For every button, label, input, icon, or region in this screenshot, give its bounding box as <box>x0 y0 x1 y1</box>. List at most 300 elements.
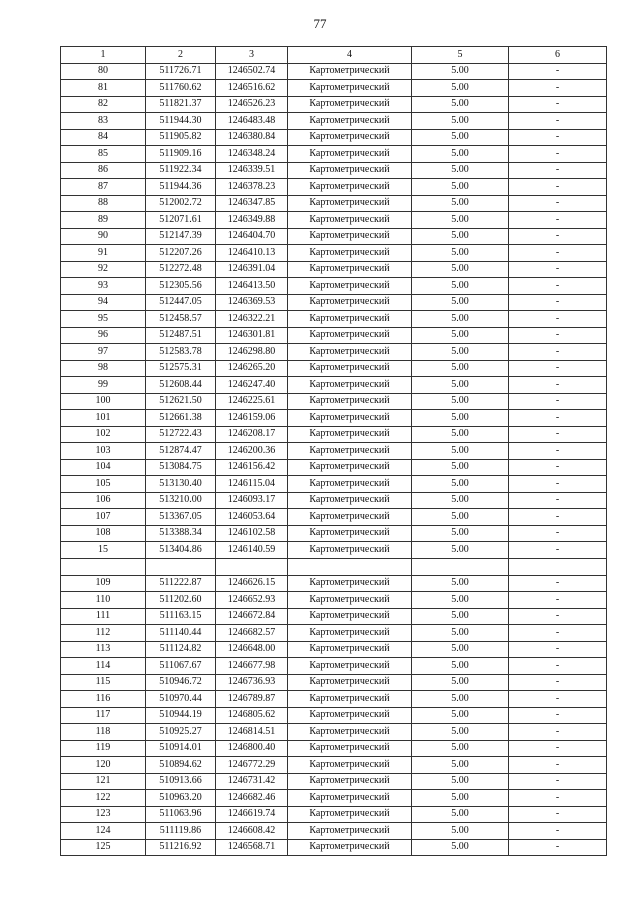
method-cell: Картометрический <box>288 327 412 344</box>
y-coordinate-cell: 1246682.57 <box>216 625 288 642</box>
accuracy-cell: 5.00 <box>412 212 509 229</box>
accuracy-cell: 5.00 <box>412 525 509 542</box>
accuracy-cell: 5.00 <box>412 592 509 609</box>
table-row <box>61 790 607 807</box>
point-number-cell: 108 <box>61 525 146 542</box>
note-cell: - <box>509 773 607 790</box>
point-number-cell: 109 <box>61 575 146 592</box>
method-cell: Картометрический <box>288 129 412 146</box>
accuracy-cell: 5.00 <box>412 294 509 311</box>
method-cell: Картометрический <box>288 509 412 526</box>
y-coordinate-cell: 1246772.29 <box>216 757 288 774</box>
method-cell: Картометрический <box>288 261 412 278</box>
method-cell: Картометрический <box>288 393 412 410</box>
x-coordinate-cell: 513388.34 <box>146 525 216 542</box>
point-number-cell: 99 <box>61 377 146 394</box>
x-coordinate-cell: 511821.37 <box>146 96 216 113</box>
note-cell: - <box>509 278 607 295</box>
accuracy-cell: 5.00 <box>412 641 509 658</box>
method-cell: Картометрический <box>288 377 412 394</box>
table-row <box>61 492 607 509</box>
note-cell: - <box>509 509 607 526</box>
point-number-cell: 119 <box>61 740 146 757</box>
point-number-cell: 90 <box>61 228 146 245</box>
method-cell: Картометрический <box>288 63 412 80</box>
accuracy-cell: 5.00 <box>412 658 509 675</box>
y-coordinate-cell: 1246814.51 <box>216 724 288 741</box>
x-coordinate-cell: 512447.05 <box>146 294 216 311</box>
accuracy-cell: 5.00 <box>412 459 509 476</box>
accuracy-cell: 5.00 <box>412 245 509 262</box>
point-number-cell: 80 <box>61 63 146 80</box>
table-row <box>61 641 607 658</box>
accuracy-cell: 5.00 <box>412 146 509 163</box>
y-coordinate-cell: 1246502.74 <box>216 63 288 80</box>
table-row <box>61 773 607 790</box>
y-coordinate-cell: 1246404.70 <box>216 228 288 245</box>
x-coordinate-cell: 512071.61 <box>146 212 216 229</box>
point-number-cell: 124 <box>61 823 146 840</box>
x-coordinate-cell: 510944.19 <box>146 707 216 724</box>
method-cell: Картометрический <box>288 608 412 625</box>
method-cell: Картометрический <box>288 625 412 642</box>
table-header <box>61 47 607 64</box>
point-number-cell: 107 <box>61 509 146 526</box>
table-row <box>61 179 607 196</box>
accuracy-cell: 5.00 <box>412 674 509 691</box>
table-row <box>61 575 607 592</box>
note-cell: - <box>509 542 607 559</box>
accuracy-cell: 5.00 <box>412 96 509 113</box>
table-row <box>61 757 607 774</box>
table-row <box>61 625 607 642</box>
table-row <box>61 311 607 328</box>
note-cell: - <box>509 691 607 708</box>
table-row <box>61 476 607 493</box>
accuracy-cell: 5.00 <box>412 179 509 196</box>
note-cell: - <box>509 228 607 245</box>
accuracy-cell: 5.00 <box>412 443 509 460</box>
method-cell: Картометрический <box>288 773 412 790</box>
note-cell: - <box>509 179 607 196</box>
x-coordinate-cell: 511760.62 <box>146 80 216 97</box>
method-cell: Картометрический <box>288 740 412 757</box>
note-cell: - <box>509 707 607 724</box>
y-coordinate-cell: 1246805.62 <box>216 707 288 724</box>
y-coordinate-cell: 1246339.51 <box>216 162 288 179</box>
note-cell: - <box>509 129 607 146</box>
point-number-cell: 84 <box>61 129 146 146</box>
point-number-cell: 110 <box>61 592 146 609</box>
x-coordinate-cell: 513084.75 <box>146 459 216 476</box>
x-coordinate-cell: 511909.16 <box>146 146 216 163</box>
x-coordinate-cell: 511726.71 <box>146 63 216 80</box>
x-coordinate-cell: 510946.72 <box>146 674 216 691</box>
y-coordinate-cell: 1246298.80 <box>216 344 288 361</box>
method-cell: Картометрический <box>288 410 412 427</box>
note-cell: - <box>509 327 607 344</box>
point-number-cell: 94 <box>61 294 146 311</box>
method-cell: Картометрический <box>288 278 412 295</box>
y-coordinate-cell: 1246159.06 <box>216 410 288 427</box>
x-coordinate-cell: 511202.60 <box>146 592 216 609</box>
header-cell-col-1: 1 <box>61 47 146 64</box>
table-body <box>61 63 607 856</box>
accuracy-cell: 5.00 <box>412 773 509 790</box>
method-cell: Картометрический <box>288 691 412 708</box>
method-cell: Картометрический <box>288 443 412 460</box>
header-cell-col-5: 5 <box>412 47 509 64</box>
point-number-cell: 114 <box>61 658 146 675</box>
method-cell: Картометрический <box>288 459 412 476</box>
method-cell: Картометрический <box>288 641 412 658</box>
x-coordinate-cell: 513367.05 <box>146 509 216 526</box>
note-cell: - <box>509 212 607 229</box>
empty-cell <box>146 558 216 575</box>
point-number-cell: 81 <box>61 80 146 97</box>
table-row <box>61 245 607 262</box>
accuracy-cell: 5.00 <box>412 542 509 559</box>
note-cell: - <box>509 393 607 410</box>
note-cell: - <box>509 113 607 130</box>
method-cell: Картометрический <box>288 179 412 196</box>
x-coordinate-cell: 511119.86 <box>146 823 216 840</box>
table-row <box>61 592 607 609</box>
table-row <box>61 129 607 146</box>
header-cell-col-6: 6 <box>509 47 607 64</box>
point-number-cell: 113 <box>61 641 146 658</box>
table-row <box>61 823 607 840</box>
point-number-cell: 89 <box>61 212 146 229</box>
table-row <box>61 724 607 741</box>
note-cell: - <box>509 592 607 609</box>
method-cell: Картометрический <box>288 344 412 361</box>
table-row <box>61 525 607 542</box>
method-cell: Картометрический <box>288 592 412 609</box>
y-coordinate-cell: 1246053.64 <box>216 509 288 526</box>
accuracy-cell: 5.00 <box>412 228 509 245</box>
y-coordinate-cell: 1246410.13 <box>216 245 288 262</box>
point-number-cell: 117 <box>61 707 146 724</box>
x-coordinate-cell: 511163.15 <box>146 608 216 625</box>
table-row <box>61 509 607 526</box>
method-cell: Картометрический <box>288 311 412 328</box>
method-cell: Картометрический <box>288 658 412 675</box>
point-number-cell: 106 <box>61 492 146 509</box>
method-cell: Картометрический <box>288 80 412 97</box>
point-number-cell: 122 <box>61 790 146 807</box>
method-cell: Картометрический <box>288 245 412 262</box>
note-cell: - <box>509 641 607 658</box>
y-coordinate-cell: 1246156.42 <box>216 459 288 476</box>
point-number-cell: 125 <box>61 839 146 856</box>
accuracy-cell: 5.00 <box>412 377 509 394</box>
y-coordinate-cell: 1246736.93 <box>216 674 288 691</box>
point-number-cell: 116 <box>61 691 146 708</box>
empty-cell <box>412 558 509 575</box>
point-number-cell: 87 <box>61 179 146 196</box>
y-coordinate-cell: 1246568.71 <box>216 839 288 856</box>
note-cell: - <box>509 426 607 443</box>
x-coordinate-cell: 511222.87 <box>146 575 216 592</box>
accuracy-cell: 5.00 <box>412 195 509 212</box>
x-coordinate-cell: 512305.56 <box>146 278 216 295</box>
y-coordinate-cell: 1246200.36 <box>216 443 288 460</box>
x-coordinate-cell: 510913.66 <box>146 773 216 790</box>
x-coordinate-cell: 510970.44 <box>146 691 216 708</box>
note-cell: - <box>509 608 607 625</box>
accuracy-cell: 5.00 <box>412 393 509 410</box>
table-row <box>61 691 607 708</box>
x-coordinate-cell: 512608.44 <box>146 377 216 394</box>
y-coordinate-cell: 1246380.84 <box>216 129 288 146</box>
y-coordinate-cell: 1246369.53 <box>216 294 288 311</box>
point-number-cell: 82 <box>61 96 146 113</box>
table-row <box>61 608 607 625</box>
x-coordinate-cell: 510894.62 <box>146 757 216 774</box>
point-number-cell: 96 <box>61 327 146 344</box>
point-number-cell: 118 <box>61 724 146 741</box>
x-coordinate-cell: 512147.39 <box>146 228 216 245</box>
x-coordinate-cell: 512874.47 <box>146 443 216 460</box>
point-number-cell: 111 <box>61 608 146 625</box>
y-coordinate-cell: 1246348.24 <box>216 146 288 163</box>
note-cell: - <box>509 823 607 840</box>
header-cell-col-3: 3 <box>216 47 288 64</box>
method-cell: Картометрический <box>288 476 412 493</box>
y-coordinate-cell: 1246378.23 <box>216 179 288 196</box>
table-row <box>61 393 607 410</box>
accuracy-cell: 5.00 <box>412 757 509 774</box>
accuracy-cell: 5.00 <box>412 691 509 708</box>
table-row <box>61 212 607 229</box>
table-row <box>61 542 607 559</box>
y-coordinate-cell: 1246391.04 <box>216 261 288 278</box>
accuracy-cell: 5.00 <box>412 823 509 840</box>
table-row <box>61 113 607 130</box>
x-coordinate-cell: 512458.57 <box>146 311 216 328</box>
accuracy-cell: 5.00 <box>412 476 509 493</box>
x-coordinate-cell: 512002.72 <box>146 195 216 212</box>
point-number-cell: 100 <box>61 393 146 410</box>
method-cell: Картометрический <box>288 707 412 724</box>
y-coordinate-cell: 1246208.17 <box>216 426 288 443</box>
empty-cell <box>509 558 607 575</box>
header-cell-col-4: 4 <box>288 47 412 64</box>
accuracy-cell: 5.00 <box>412 278 509 295</box>
method-cell: Картометрический <box>288 575 412 592</box>
note-cell: - <box>509 63 607 80</box>
x-coordinate-cell: 512722.43 <box>146 426 216 443</box>
y-coordinate-cell: 1246322.21 <box>216 311 288 328</box>
empty-cell <box>216 558 288 575</box>
accuracy-cell: 5.00 <box>412 790 509 807</box>
point-number-cell: 103 <box>61 443 146 460</box>
accuracy-cell: 5.00 <box>412 724 509 741</box>
method-cell: Картометрический <box>288 294 412 311</box>
table-row <box>61 327 607 344</box>
note-cell: - <box>509 80 607 97</box>
note-cell: - <box>509 625 607 642</box>
accuracy-cell: 5.00 <box>412 806 509 823</box>
x-coordinate-cell: 511140.44 <box>146 625 216 642</box>
x-coordinate-cell: 513404.86 <box>146 542 216 559</box>
note-cell: - <box>509 96 607 113</box>
note-cell: - <box>509 311 607 328</box>
table-row <box>61 426 607 443</box>
note-cell: - <box>509 525 607 542</box>
accuracy-cell: 5.00 <box>412 80 509 97</box>
x-coordinate-cell: 512207.26 <box>146 245 216 262</box>
note-cell: - <box>509 806 607 823</box>
note-cell: - <box>509 757 607 774</box>
x-coordinate-cell: 513210.00 <box>146 492 216 509</box>
y-coordinate-cell: 1246789.87 <box>216 691 288 708</box>
accuracy-cell: 5.00 <box>412 327 509 344</box>
accuracy-cell: 5.00 <box>412 839 509 856</box>
method-cell: Картометрический <box>288 426 412 443</box>
x-coordinate-cell: 512621.50 <box>146 393 216 410</box>
y-coordinate-cell: 1246652.93 <box>216 592 288 609</box>
table-row <box>61 377 607 394</box>
method-cell: Картометрический <box>288 674 412 691</box>
x-coordinate-cell: 511944.30 <box>146 113 216 130</box>
method-cell: Картометрический <box>288 212 412 229</box>
y-coordinate-cell: 1246347.85 <box>216 195 288 212</box>
method-cell: Картометрический <box>288 162 412 179</box>
y-coordinate-cell: 1246682.46 <box>216 790 288 807</box>
y-coordinate-cell: 1246301.81 <box>216 327 288 344</box>
table-row <box>61 410 607 427</box>
point-number-cell: 98 <box>61 360 146 377</box>
note-cell: - <box>509 360 607 377</box>
point-number-cell: 104 <box>61 459 146 476</box>
point-number-cell: 88 <box>61 195 146 212</box>
accuracy-cell: 5.00 <box>412 426 509 443</box>
y-coordinate-cell: 1246225.61 <box>216 393 288 410</box>
y-coordinate-cell: 1246677.98 <box>216 658 288 675</box>
empty-cell <box>288 558 412 575</box>
point-number-cell: 115 <box>61 674 146 691</box>
accuracy-cell: 5.00 <box>412 63 509 80</box>
accuracy-cell: 5.00 <box>412 492 509 509</box>
table-row <box>61 195 607 212</box>
table-row <box>61 344 607 361</box>
x-coordinate-cell: 511216.92 <box>146 839 216 856</box>
header-row <box>61 47 607 64</box>
point-number-cell: 15 <box>61 542 146 559</box>
method-cell: Картометрический <box>288 757 412 774</box>
note-cell: - <box>509 162 607 179</box>
y-coordinate-cell: 1246093.17 <box>216 492 288 509</box>
note-cell: - <box>509 839 607 856</box>
point-number-cell: 121 <box>61 773 146 790</box>
page-number: 77 <box>313 16 327 31</box>
point-number-cell: 102 <box>61 426 146 443</box>
y-coordinate-cell: 1246115.04 <box>216 476 288 493</box>
accuracy-cell: 5.00 <box>412 162 509 179</box>
x-coordinate-cell: 513130.40 <box>146 476 216 493</box>
table-row <box>61 228 607 245</box>
accuracy-cell: 5.00 <box>412 575 509 592</box>
y-coordinate-cell: 1246102.58 <box>216 525 288 542</box>
method-cell: Картометрический <box>288 113 412 130</box>
method-cell: Картометрический <box>288 525 412 542</box>
section-separator-row <box>61 558 607 575</box>
note-cell: - <box>509 790 607 807</box>
method-cell: Картометрический <box>288 146 412 163</box>
header-cell-col-2: 2 <box>146 47 216 64</box>
note-cell: - <box>509 724 607 741</box>
x-coordinate-cell: 511124.82 <box>146 641 216 658</box>
note-cell: - <box>509 294 607 311</box>
table-row <box>61 146 607 163</box>
table-row <box>61 443 607 460</box>
table-row <box>61 839 607 856</box>
table-row <box>61 80 607 97</box>
y-coordinate-cell: 1246526.23 <box>216 96 288 113</box>
x-coordinate-cell: 511944.36 <box>146 179 216 196</box>
y-coordinate-cell: 1246140.59 <box>216 542 288 559</box>
y-coordinate-cell: 1246413.50 <box>216 278 288 295</box>
y-coordinate-cell: 1246800.40 <box>216 740 288 757</box>
point-number-cell: 97 <box>61 344 146 361</box>
x-coordinate-cell: 511063.96 <box>146 806 216 823</box>
table-row <box>61 261 607 278</box>
point-number-cell: 92 <box>61 261 146 278</box>
accuracy-cell: 5.00 <box>412 344 509 361</box>
accuracy-cell: 5.00 <box>412 261 509 278</box>
point-number-cell: 120 <box>61 757 146 774</box>
point-number-cell: 85 <box>61 146 146 163</box>
method-cell: Картометрический <box>288 542 412 559</box>
point-number-cell: 95 <box>61 311 146 328</box>
y-coordinate-cell: 1246626.15 <box>216 575 288 592</box>
note-cell: - <box>509 658 607 675</box>
x-coordinate-cell: 511922.34 <box>146 162 216 179</box>
y-coordinate-cell: 1246247.40 <box>216 377 288 394</box>
table-row <box>61 459 607 476</box>
table-row <box>61 740 607 757</box>
note-cell: - <box>509 492 607 509</box>
y-coordinate-cell: 1246672.84 <box>216 608 288 625</box>
x-coordinate-cell: 512583.78 <box>146 344 216 361</box>
note-cell: - <box>509 146 607 163</box>
y-coordinate-cell: 1246516.62 <box>216 80 288 97</box>
note-cell: - <box>509 245 607 262</box>
point-number-cell: 101 <box>61 410 146 427</box>
accuracy-cell: 5.00 <box>412 410 509 427</box>
x-coordinate-cell: 510925.27 <box>146 724 216 741</box>
table-row <box>61 96 607 113</box>
y-coordinate-cell: 1246349.88 <box>216 212 288 229</box>
note-cell: - <box>509 344 607 361</box>
accuracy-cell: 5.00 <box>412 625 509 642</box>
accuracy-cell: 5.00 <box>412 707 509 724</box>
accuracy-cell: 5.00 <box>412 509 509 526</box>
x-coordinate-cell: 510963.20 <box>146 790 216 807</box>
note-cell: - <box>509 740 607 757</box>
table-row <box>61 278 607 295</box>
point-number-cell: 112 <box>61 625 146 642</box>
note-cell: - <box>509 261 607 278</box>
method-cell: Картометрический <box>288 360 412 377</box>
table-row <box>61 674 607 691</box>
x-coordinate-cell: 510914.01 <box>146 740 216 757</box>
note-cell: - <box>509 195 607 212</box>
point-number-cell: 105 <box>61 476 146 493</box>
point-number-cell: 91 <box>61 245 146 262</box>
